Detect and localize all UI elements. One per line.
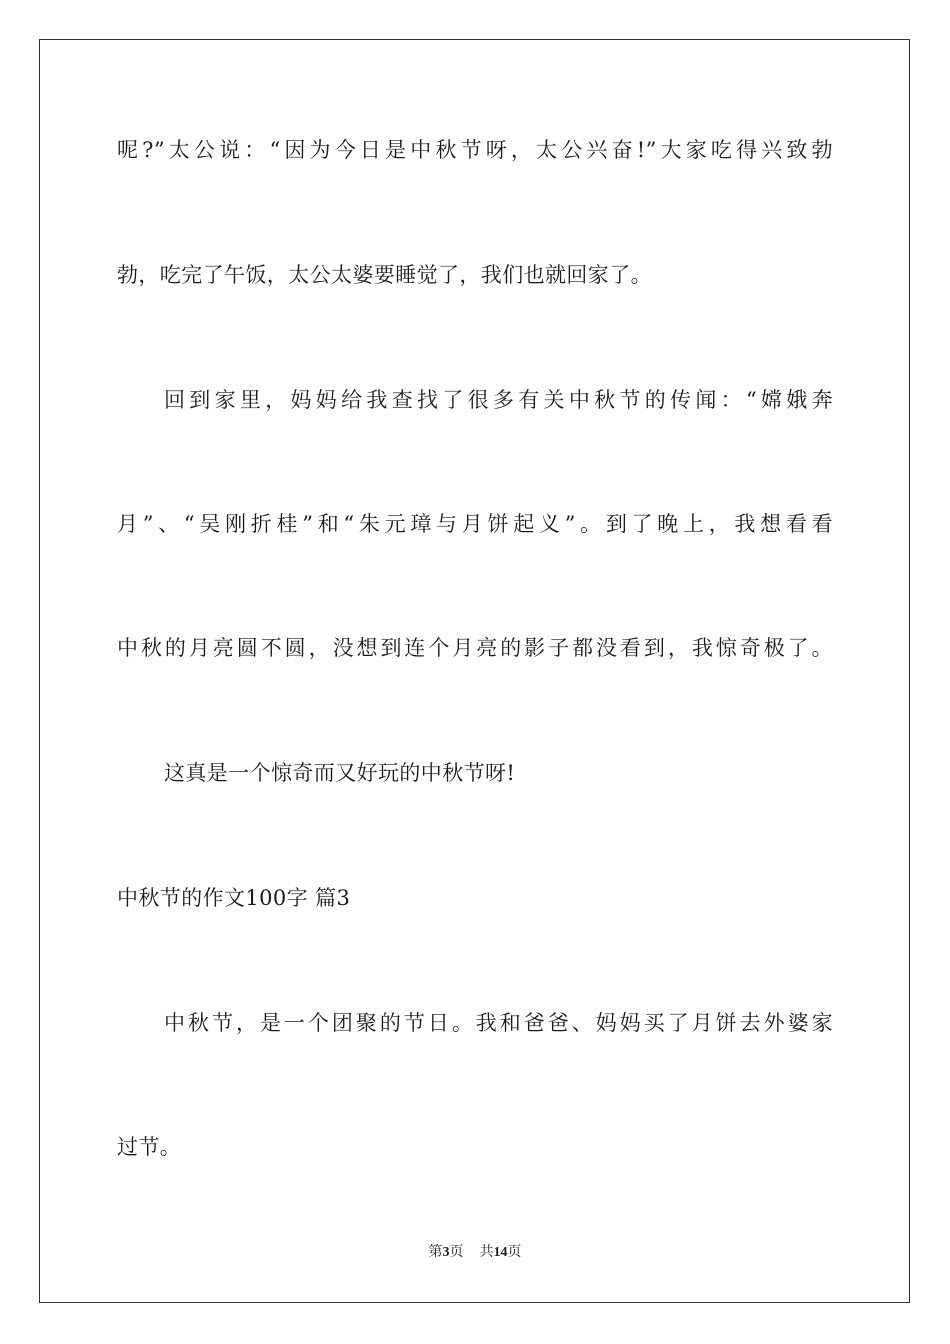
page-suffix: 页	[449, 1245, 464, 1260]
total-suffix: 页	[507, 1245, 522, 1260]
text-line-1: 呢?”太公说：“因为今日是中秋节呀，太公兴奋!”大家吃得兴致勃	[117, 138, 833, 162]
page-footer	[0, 1244, 950, 1262]
text-line-8: 中秋节，是一个团聚的节日。我和爸爸、妈妈买了月饼去外婆家	[164, 1011, 833, 1035]
text-line-6: 这真是一个惊奇而又好玩的中秋节呀!	[164, 761, 516, 785]
text-line-4: 月”、“吴刚折桂”和“朱元璋与月饼起义”。到了晚上，我想看看	[117, 512, 833, 536]
text-line-5: 中秋的月亮圆不圆，没想到连个月亮的影子都没看到，我惊奇极了。	[117, 636, 833, 660]
text-line-3: 回到家里，妈妈给我查找了很多有关中秋节的传闻：“嫦娥奔	[164, 388, 833, 412]
text-line-2: 勃，吃完了午饭，太公太婆要睡觉了，我们也就回家了。	[117, 263, 652, 287]
total-prefix: 共	[479, 1245, 494, 1260]
section-heading: 中秋节的作文100字 篇3	[117, 886, 351, 910]
text-line-9: 过节。	[117, 1135, 182, 1159]
page-prefix: 第	[428, 1245, 443, 1260]
page-number: 3	[442, 1245, 450, 1260]
page-border	[39, 39, 910, 1303]
total-pages: 14	[493, 1245, 508, 1260]
